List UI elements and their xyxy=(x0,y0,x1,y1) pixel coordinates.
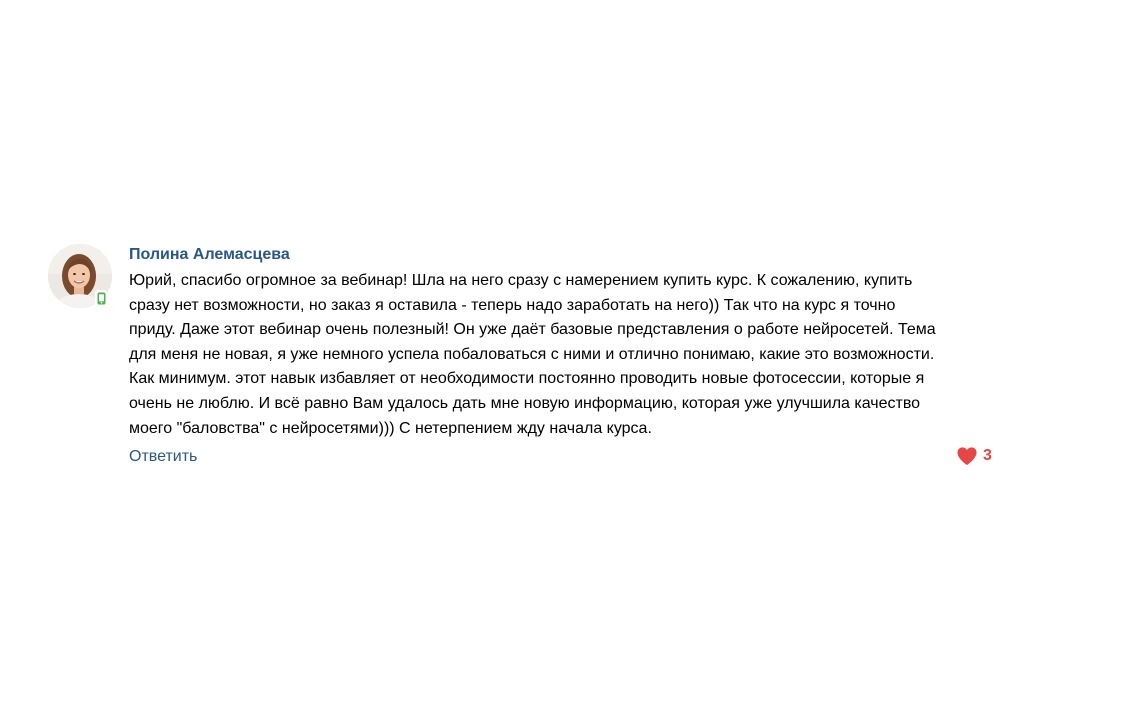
comment-text-line: для меня не новая, я уже немного успела побаловаться с ними и отлично понимаю, какие это возможности. xyxy=(129,345,935,363)
heart-icon xyxy=(956,446,978,466)
avatar-container[interactable] xyxy=(48,244,112,308)
comment-text-line: Юрий, спасибо огромное за вебинар! Шла на него сразу с намерением купить курс. К сожалению, купить xyxy=(129,272,913,289)
comment-text-line: сразу нет возможности, но заказ я оставила - теперь надо заработать на него)) Так что на курс я точно xyxy=(129,296,896,314)
comment-footer xyxy=(129,446,1029,470)
comment-body xyxy=(129,244,1029,470)
comment-text-line: приду. Даже этот вебинар очень полезный! Он уже даёт базовые представления о работе нейросетей. Тема xyxy=(129,321,936,339)
comment-text-line: очень не люблю. И всё равно Вам удалось дать мне новую информацию, которая уже улучшила качество xyxy=(129,394,921,412)
comment-text xyxy=(129,269,1029,441)
reply-button[interactable]: Ответить xyxy=(129,448,198,466)
author-name[interactable]: Полина Алемасцева xyxy=(129,246,290,263)
comment-text-line: Как минимум. этот навык избавляет от необходимости постоянно проводить новые фотосессии, которые я xyxy=(129,370,925,388)
mobile-phone-icon xyxy=(95,290,107,306)
comment-text-line: моего "баловства" с нейросетями))) С нетерпением жду начала курса. xyxy=(129,419,652,437)
like-button[interactable] xyxy=(956,445,992,467)
like-count: 3 xyxy=(983,447,992,465)
